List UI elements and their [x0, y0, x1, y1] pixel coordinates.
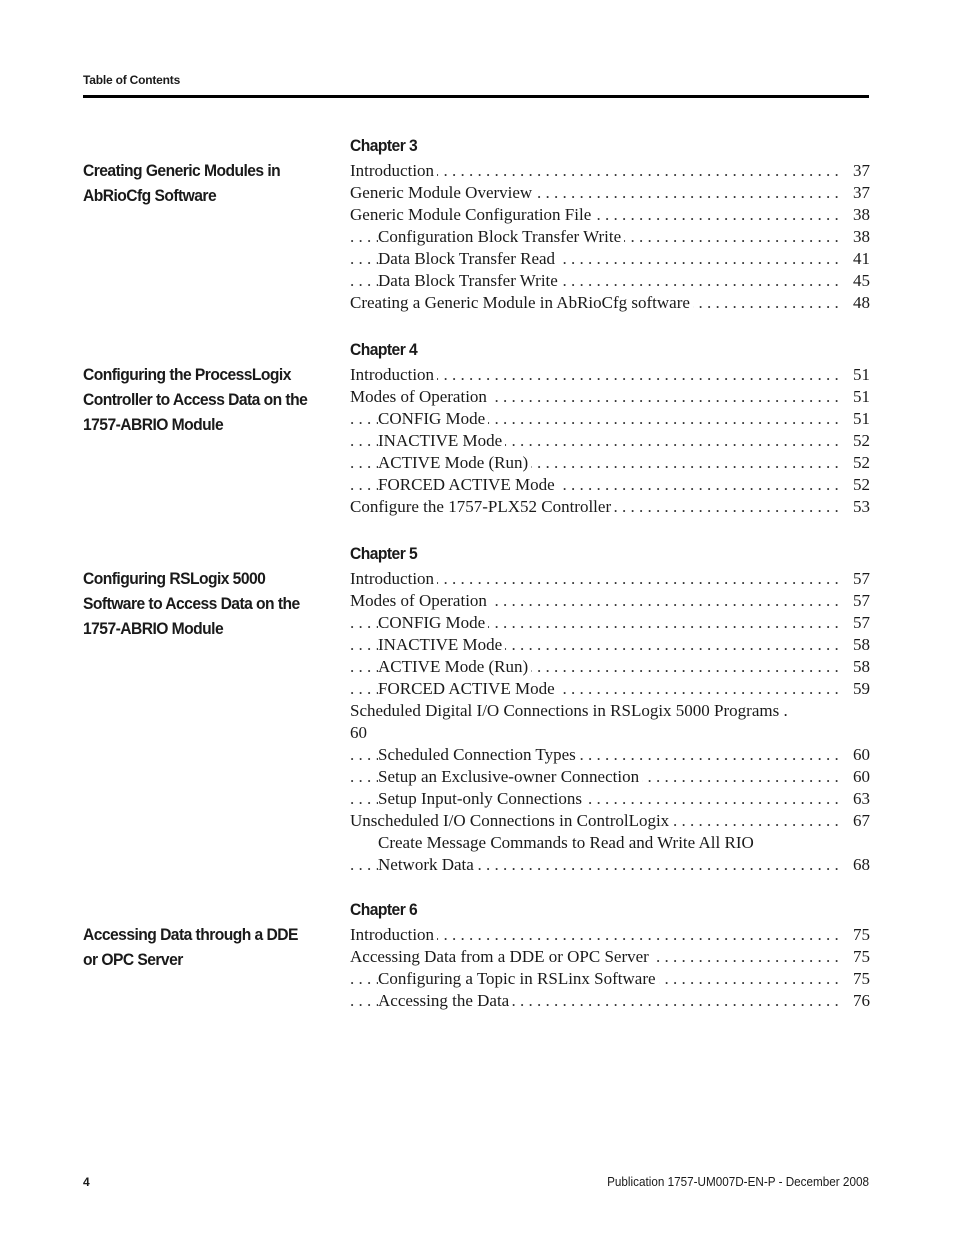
toc-entry[interactable]: . . . FORCED ACTIVE Mode 59	[350, 678, 870, 700]
running-header: Table of Contents	[83, 73, 181, 87]
toc-entry[interactable]: . . . Setup Input-only Connections 63	[350, 788, 870, 810]
toc-entry[interactable]: . . . Scheduled Connection Types 60	[350, 744, 870, 766]
toc-entry[interactable]: . . . CONFIG Mode 57	[350, 612, 870, 634]
toc-entry[interactable]: . . . Accessing the Data 76	[350, 990, 870, 1012]
toc-entry[interactable]: . . . Introduction 51	[350, 364, 870, 386]
toc-entry[interactable]: . . . Data Block Transfer Read 41	[350, 248, 870, 270]
toc-entry[interactable]: . . . Configuration Block Transfer Write 38	[350, 226, 870, 248]
chapter-5-entries	[350, 568, 870, 876]
chapter-6-title[interactable]: Accessing Data through a DDE or OPC Server	[83, 925, 298, 969]
toc-entry[interactable]: . . . INACTIVE Mode 58	[350, 634, 870, 656]
chapter-6-label: Chapter 6	[350, 900, 418, 919]
toc-entry[interactable]: . . . Network Data 68	[350, 854, 870, 876]
header-rule	[83, 95, 869, 98]
toc-entry[interactable]: . . . Data Block Transfer Write 45	[350, 270, 870, 292]
toc-entry[interactable]: . . . Configuring a Topic in RSLinx Software 75	[350, 968, 870, 990]
toc-entry-wrapped[interactable]: Create Message Commands to Read and Write All RIO	[378, 833, 754, 852]
chapter-4-title[interactable]: Configuring the ProcessLogix Controller to Access Data on the 1757-ABRIO Module	[83, 365, 308, 434]
toc-entry[interactable]: . . . FORCED ACTIVE Mode 52	[350, 474, 870, 496]
footer-page-number: 4	[83, 1175, 90, 1189]
toc-entry[interactable]: . . . CONFIG Mode 51	[350, 408, 870, 430]
toc-entry[interactable]: . . . ACTIVE Mode (Run) 52	[350, 452, 870, 474]
chapter-5-title[interactable]: Configuring RSLogix 5000 Software to Access Data on the 1757-ABRIO Module	[83, 569, 300, 638]
toc-entry[interactable]: . . . Generic Module Overview 37	[350, 182, 870, 204]
chapter-3-title[interactable]: Creating Generic Modules in AbRioCfg Software	[83, 161, 281, 205]
toc-entry[interactable]: . . . Creating a Generic Module in AbRioCfg software 48	[350, 292, 870, 314]
toc-entry[interactable]: . . . Configure the 1757-PLX52 Controller 53	[350, 496, 870, 518]
toc-entry[interactable]: . . . Unscheduled I/O Connections in ControlLogix 67	[350, 810, 870, 832]
toc-entry[interactable]: . . . Introduction 57	[350, 568, 870, 590]
footer-publication: Publication 1757-UM007D-EN-P - December 2008	[607, 1174, 869, 1189]
toc-entry[interactable]: . . . Generic Module Configuration File 38	[350, 204, 870, 226]
toc-entry[interactable]: . . . INACTIVE Mode 52	[350, 430, 870, 452]
chapter-4-label: Chapter 4	[350, 340, 418, 359]
toc-entry-wrapped[interactable]: Scheduled Digital I/O Connections in RSLogix 5000 Programs .	[350, 701, 788, 720]
toc-entry[interactable]: . . . ACTIVE Mode (Run) 58	[350, 656, 870, 678]
chapter-5-label: Chapter 5	[350, 544, 418, 563]
toc-entry[interactable]: . . . Modes of Operation 51	[350, 386, 870, 408]
toc-entry[interactable]: . . . Introduction 75	[350, 924, 870, 946]
toc-entry[interactable]: . . . Introduction 37	[350, 160, 870, 182]
toc-entry-wrapped-page: 60	[350, 723, 367, 742]
toc-entry[interactable]: . . . Setup an Exclusive-owner Connection 60	[350, 766, 870, 788]
chapter-4-entries	[350, 364, 870, 518]
chapter-6-entries	[350, 924, 870, 1012]
toc-entry[interactable]: . . . Modes of Operation 57	[350, 590, 870, 612]
chapter-3-label: Chapter 3	[350, 136, 418, 155]
chapter-3-entries	[350, 160, 870, 314]
toc-entry[interactable]: . . . Accessing Data from a DDE or OPC Server 75	[350, 946, 870, 968]
